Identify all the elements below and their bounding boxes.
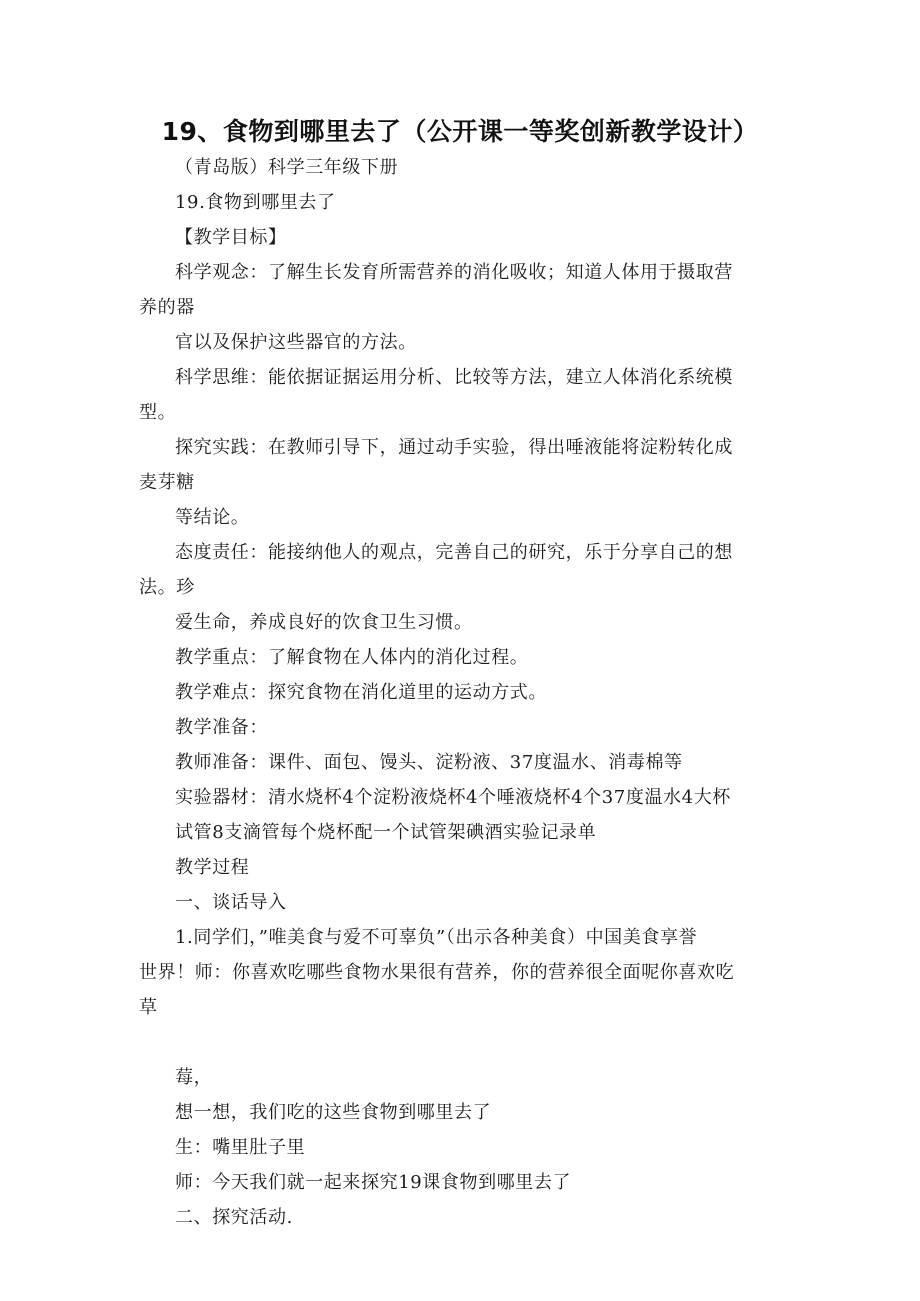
paragraph-line: 教学准备： bbox=[175, 717, 268, 738]
paragraph-line: 教学难点：探究食物在消化道里的运动方式。 bbox=[175, 682, 547, 703]
paragraph-line: 科学观念：了解生长发育所需营养的消化吸收；知道人体用于摄取营 bbox=[175, 262, 733, 283]
paragraph-line: （青岛版）科学三年级下册 bbox=[175, 157, 399, 178]
paragraph-line: 态度责任：能接纳他人的观点，完善自己的研究，乐于分享自己的想 bbox=[175, 542, 733, 563]
paragraph-line: 师：今天我们就一起来探究19课食物到哪里去了 bbox=[175, 1172, 572, 1193]
blank-line bbox=[139, 1025, 789, 1060]
paragraph-line: 等结论。 bbox=[175, 507, 250, 528]
paragraph-line: 试管8支滴管每个烧杯配一个试管架碘酒实验记录单 bbox=[175, 822, 597, 843]
paragraph-line: 1.同学们，”唯美食与爱不可辜负”（出示各种美食）中国美食享誉 bbox=[175, 927, 698, 948]
paragraph-line: 教学过程 bbox=[175, 857, 250, 878]
paragraph-line: 【教学目标】 bbox=[175, 227, 287, 248]
document-body bbox=[139, 150, 789, 1235]
paragraph-line: 想一想，我们吃的这些食物到哪里去了 bbox=[175, 1102, 492, 1123]
paragraph-line: 二、探究活动. bbox=[175, 1207, 293, 1228]
paragraph-line: 教学重点：了解食物在人体内的消化过程。 bbox=[175, 647, 529, 668]
paragraph-line: 生：嘴里肚子里 bbox=[175, 1137, 306, 1158]
paragraph-line: 官以及保护这些器官的方法。 bbox=[175, 332, 417, 353]
paragraph-line: 草 bbox=[139, 997, 158, 1018]
document-title: 19、食物到哪里去了（公开课一等奖创新教学设计） bbox=[161, 117, 759, 146]
paragraph-line: 一、谈话导入 bbox=[175, 892, 287, 913]
paragraph-line: 莓， bbox=[175, 1067, 213, 1088]
paragraph-line: 教师准备：课件、面包、馒头、淀粉液、37度温水、消毒棉等 bbox=[175, 752, 683, 773]
paragraph-line: 法。珍 bbox=[139, 577, 195, 598]
paragraph-line: 19.食物到哪里去了 bbox=[175, 192, 336, 213]
paragraph-line: 麦芽糖 bbox=[139, 472, 195, 493]
paragraph-line: 实验器材：清水烧杯4个淀粉液烧杯4个唾液烧杯4个37度温水4大杯 bbox=[175, 787, 731, 808]
paragraph-line: 探究实践：在教师引导下，通过动手实验，得出唾液能将淀粉转化成 bbox=[175, 437, 733, 458]
paragraph-line: 科学思维：能依据证据运用分析、比较等方法，建立人体消化系统模 bbox=[175, 367, 733, 388]
paragraph-line: 型。 bbox=[139, 402, 177, 423]
paragraph-line: 爱生命，养成良好的饮食卫生习惯。 bbox=[175, 612, 473, 633]
paragraph-line: 世界！师：你喜欢吃哪些食物水果很有营养，你的营养很全面呢你喜欢吃 bbox=[139, 962, 735, 983]
paragraph-line: 养的器 bbox=[139, 297, 195, 318]
